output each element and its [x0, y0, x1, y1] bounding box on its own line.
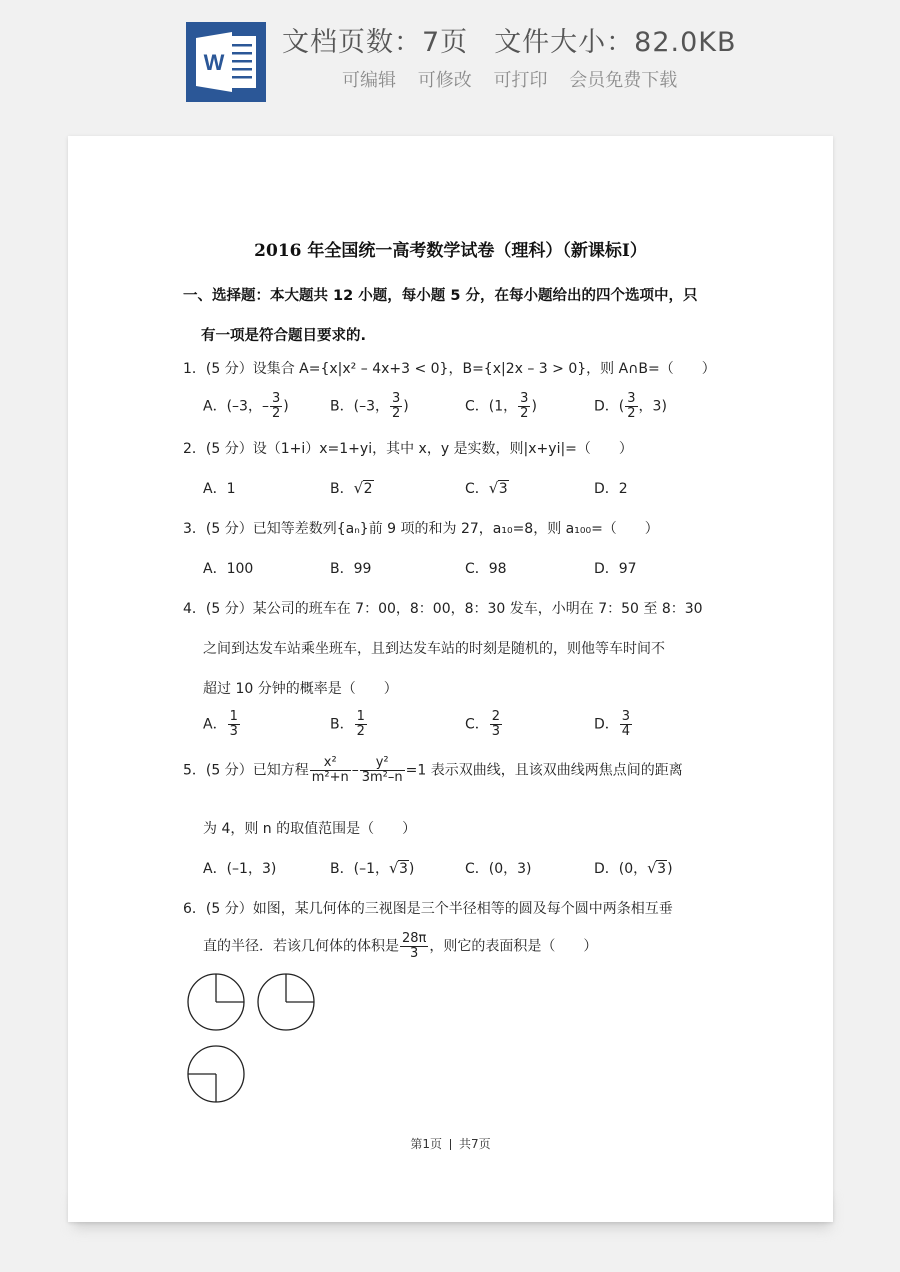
- word-icon-letter: W: [203, 50, 225, 75]
- feature-list: [342, 66, 687, 92]
- feature-printable: 可打印: [493, 70, 548, 91]
- current-page-label: 第1页: [410, 1137, 442, 1151]
- question-6-line2: 直的半径．若该几何体的体积是 $\frac{28\pi}{3}$ ，则它的表面积是（ ）: [203, 931, 598, 961]
- total-pages-label: 共7页: [459, 1137, 491, 1151]
- view-circle-top: [188, 1046, 244, 1102]
- file-size-label: 文件大小：82.0KB: [494, 27, 737, 58]
- question-4-line3: 超过 10 分钟的概率是（ ）: [203, 681, 398, 697]
- question-5-option-b: B．(–1，√ 3): [330, 858, 414, 878]
- feature-editable: 可编辑: [342, 70, 396, 91]
- view-circle-front: [188, 974, 244, 1030]
- question-5-option-d: D．(0，√ 3): [594, 858, 673, 878]
- feature-member-download: 会员免费下载: [569, 70, 678, 91]
- question-1-option-d: D．( $\frac{3}{2}$ ，3): [594, 391, 667, 421]
- section-heading-line2: 有一项是符合题目要求的.: [201, 328, 367, 344]
- question-1-option-b: B．(–3， $\frac{3}{2}$ ): [330, 391, 409, 421]
- question-3-option-a: A．100: [203, 561, 254, 577]
- document-title: 2016 年全国统一高考数学试卷（理科）（新课标Ⅰ）: [254, 241, 647, 261]
- question-5-line1: 5．(5 分）已知方程 $\frac{\text{x²}}{\text{m²+n}}$ – $\frac{\text{y²}}{\text{3m²–n}}$ =1 表示双曲线，且该双曲线两焦点间的距离: [183, 755, 683, 785]
- feature-modifiable: 可修改: [417, 70, 472, 91]
- header-banner: [0, 0, 900, 115]
- question-3-option-b: B．99: [330, 561, 372, 577]
- question-3-stem: 3．(5 分）已知等差数列{aₙ}前 9 项的和为 27，a₁₀=8，则 a₁₀₀=（ ）: [183, 521, 659, 537]
- question-4-option-d: D． $\frac{3}{4}$: [594, 709, 631, 739]
- page-footer: [68, 1135, 833, 1152]
- section-heading-line1: 一、选择题：本大题共 12 小题，每小题 5 分，在每小题给出的四个选项中，只: [183, 288, 698, 304]
- question-2-option-c: C．√ 3: [465, 478, 509, 498]
- three-view-figure: [184, 966, 344, 1106]
- question-2-option-a: A．1: [203, 481, 236, 497]
- question-2-stem: 2．(5 分）设（1+i）x=1+yi，其中 x，y 是实数，则|x+yi|=（ ）: [183, 441, 633, 457]
- question-3-option-c: C．98: [465, 561, 507, 577]
- document-page: [68, 136, 833, 1222]
- section-heading: [183, 276, 723, 356]
- question-1-option-c: C．(1， $\frac{3}{2}$ ): [465, 391, 537, 421]
- footer-divider: [450, 1139, 451, 1150]
- question-2-option-b: B．√ 2: [330, 478, 374, 498]
- question-1-stem: 1．(5 分）设集合 A={x|x² – 4x+3 < 0}，B={x|2x – 3 > 0}，则 A∩B=（ ）: [183, 361, 716, 377]
- page-count-label: 文档页数：7页: [282, 27, 469, 58]
- question-4-line2: 之间到达发车站乘坐班车，且到达发车站的时刻是随机的，则他等车时间不: [203, 641, 665, 657]
- question-6-line1: 6．(5 分）如图，某几何体的三视图是三个半径相等的圆及每个圆中两条相互垂: [183, 901, 673, 917]
- question-5-line2: 为 4，则 n 的取值范围是（ ）: [203, 821, 417, 837]
- view-circle-side: [258, 974, 314, 1030]
- question-1-option-a: A．(–3，– $\frac{3}{2}$ ): [203, 391, 289, 421]
- question-4-option-c: C． $\frac{2}{3}$: [465, 709, 501, 739]
- question-4-line1: 4．(5 分）某公司的班车在 7：00，8：00，8：30 发车，小明在 7：50 至 8：30: [183, 601, 703, 617]
- question-5-option-c: C．(0，3): [465, 861, 532, 877]
- question-2-option-d: D．2: [594, 481, 628, 497]
- question-3-option-d: D．97: [594, 561, 637, 577]
- word-document-icon: [186, 22, 266, 102]
- header-title: [282, 20, 763, 59]
- question-4-option-b: B． $\frac{1}{2}$: [330, 709, 365, 739]
- question-5-option-a: A．(–1，3): [203, 861, 277, 877]
- question-4-option-a: A． $\frac{1}{3}$: [203, 709, 238, 739]
